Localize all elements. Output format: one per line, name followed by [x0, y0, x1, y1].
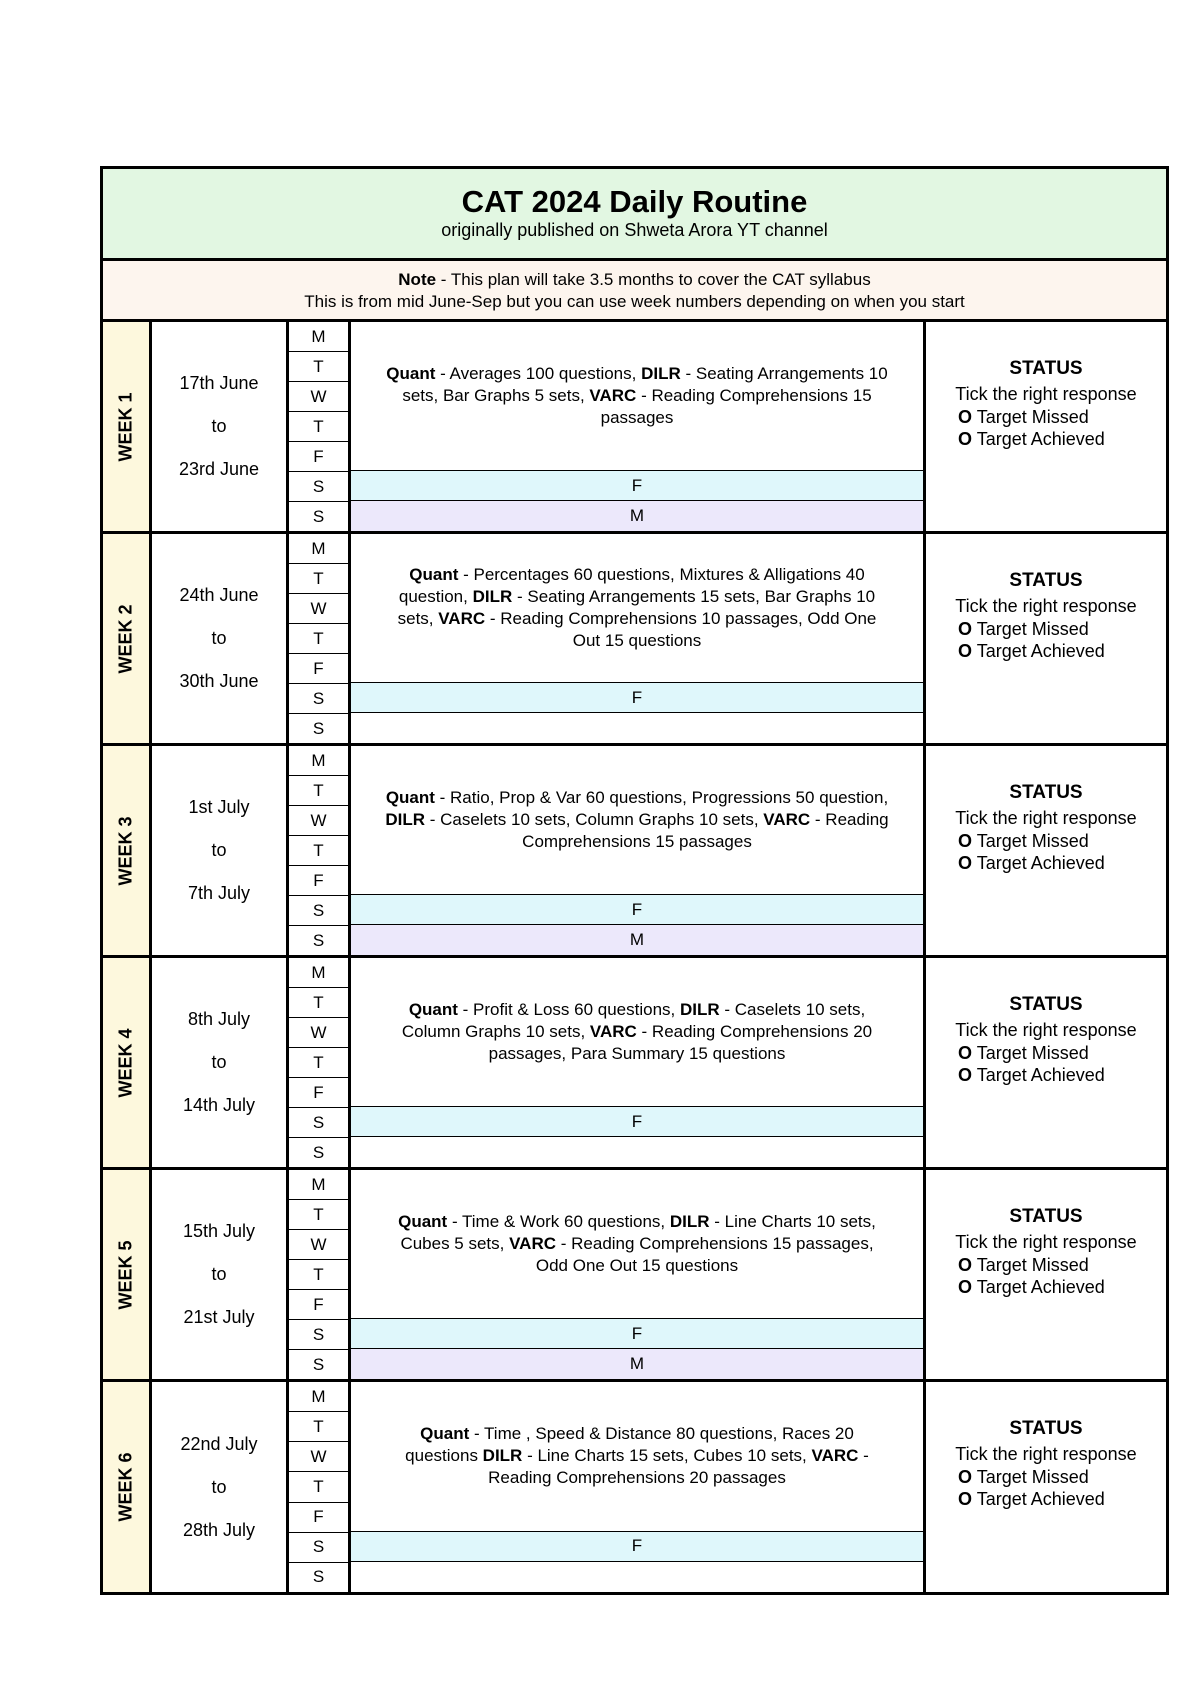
- status-cell: [926, 1170, 1166, 1379]
- section-label: DILR: [385, 809, 426, 829]
- plan-text: [385, 564, 889, 652]
- date-end: 23rd June: [178, 459, 260, 479]
- section-label: VARC: [763, 809, 811, 829]
- sunday-cell: [351, 1137, 923, 1167]
- note-label: Note: [398, 270, 437, 289]
- day-letter: M: [289, 534, 348, 564]
- status-instruction: Tick the right response: [955, 596, 1137, 616]
- saturday-cell: F: [351, 683, 923, 714]
- day-letter: T: [289, 624, 348, 654]
- day-letter: T: [289, 352, 348, 382]
- radio-marker[interactable]: O: [958, 1043, 973, 1063]
- day-letter: M: [289, 322, 348, 352]
- day-letter: S: [289, 1320, 348, 1350]
- section-label: DILR: [482, 1446, 523, 1466]
- radio-marker[interactable]: O: [958, 619, 973, 639]
- date-start: 8th July: [187, 1009, 251, 1029]
- option-label: Target Achieved: [972, 641, 1105, 661]
- radio-marker[interactable]: O: [958, 831, 973, 851]
- plan-detail: - Averages 100 questions,: [435, 363, 642, 383]
- status-options: [926, 1254, 1105, 1298]
- plan-detail: - Reading Comprehensions 15 passages: [522, 809, 889, 851]
- status-options: [926, 406, 1105, 450]
- section-label: DILR: [679, 999, 720, 1019]
- plan-detail: - Reading Comprehensions 20 passages: [488, 1446, 869, 1488]
- option-label: Target Achieved: [972, 1065, 1105, 1085]
- date-start: 17th June: [179, 373, 259, 393]
- week-label: WEEK 2: [115, 603, 136, 674]
- radio-marker[interactable]: O: [958, 1255, 973, 1275]
- day-letter: F: [289, 866, 348, 896]
- plan-detail: - Caselets 10 sets, Column Graphs 10 sets,: [401, 999, 866, 1041]
- section-label: DILR: [669, 1211, 710, 1231]
- date-end: 28th July: [182, 1519, 256, 1540]
- saturday-cell: F: [351, 1107, 923, 1138]
- day-letter: M: [289, 958, 348, 988]
- plan-detail: - Line Charts 15 sets, Cubes 10 sets,: [522, 1446, 812, 1466]
- day-letter: F: [289, 442, 348, 472]
- radio-marker[interactable]: O: [958, 1065, 973, 1085]
- section-label: Quant: [386, 363, 436, 383]
- week-row: [103, 958, 1166, 1170]
- target-missed-option[interactable]: [958, 1254, 1105, 1276]
- plan-text-cell: [351, 1170, 923, 1319]
- status-cell: [926, 534, 1166, 743]
- option-label: Target Achieved: [972, 1277, 1105, 1297]
- target-missed-option[interactable]: [958, 1042, 1105, 1064]
- day-letter: S: [312, 930, 325, 950]
- day-letter: F: [289, 654, 348, 684]
- week-row: [103, 1382, 1166, 1592]
- date-end: 7th July: [187, 883, 251, 903]
- saturday-cell: F: [351, 1319, 923, 1350]
- header: [103, 169, 1166, 261]
- note-text-1: - This plan will take 3.5 months to cover the CAT syllabus: [436, 270, 871, 289]
- target-achieved-option[interactable]: [958, 640, 1105, 662]
- day-letter: T: [289, 776, 348, 806]
- status-instruction: Tick the right response: [955, 808, 1137, 828]
- day-letter: S: [312, 1142, 325, 1162]
- week-label-cell: [103, 322, 152, 531]
- date-start: 24th June: [179, 585, 259, 605]
- status-options: [926, 618, 1105, 662]
- section-label: VARC: [509, 1233, 557, 1253]
- day-letter: W: [289, 1018, 348, 1048]
- radio-marker[interactable]: O: [958, 641, 973, 661]
- day-letter: W: [289, 594, 348, 624]
- day-letter: T: [289, 412, 348, 442]
- radio-marker[interactable]: O: [958, 1277, 973, 1297]
- day-letter: T: [289, 1200, 348, 1230]
- day-letter: S: [289, 1108, 348, 1138]
- week-row: [103, 746, 1166, 958]
- status-cell: [926, 322, 1166, 531]
- plan-detail: - Line Charts 10 sets, Cubes 5 sets,: [400, 1211, 876, 1253]
- target-missed-option[interactable]: [958, 406, 1105, 428]
- weeks-container: [103, 322, 1166, 1592]
- status-instruction: Tick the right response: [955, 384, 1137, 404]
- radio-marker[interactable]: O: [958, 1489, 973, 1509]
- section-label: Quant: [409, 564, 459, 584]
- option-label: Target Missed: [972, 1467, 1089, 1487]
- day-column: [289, 1382, 351, 1592]
- option-label: Target Missed: [972, 619, 1089, 639]
- option-label: Target Achieved: [972, 853, 1105, 873]
- status-title: STATUS: [1009, 1418, 1083, 1439]
- day-letter: W: [289, 806, 348, 836]
- page-title: CAT 2024 Daily Routine: [461, 184, 808, 219]
- plan-detail: - Seating Arrangements 10 sets, Bar Graphs 5 sets,: [402, 363, 888, 405]
- week-label: WEEK 5: [115, 1239, 136, 1310]
- day-letter: F: [289, 1078, 348, 1108]
- week-plan: [351, 1382, 926, 1592]
- target-missed-option[interactable]: [958, 1466, 1105, 1488]
- date-to: to: [211, 416, 227, 436]
- section-label: DILR: [472, 586, 513, 606]
- date-to: to: [211, 840, 227, 860]
- saturday-cell: F: [351, 1532, 923, 1563]
- day-letter: S: [312, 1567, 325, 1587]
- day-column: [289, 958, 351, 1167]
- date-end: 21st July: [183, 1307, 255, 1327]
- status-title: STATUS: [1009, 994, 1083, 1015]
- section-label: Quant: [385, 787, 435, 807]
- radio-marker[interactable]: O: [958, 853, 973, 873]
- day-letter: S: [289, 1533, 348, 1563]
- note-line-2: This is from mid June-Sep but you can use week numbers depending on when you start: [304, 292, 965, 311]
- plan-detail: - Reading Comprehensions 15 passages: [600, 385, 872, 427]
- day-letter: M: [289, 746, 348, 776]
- target-achieved-option[interactable]: [958, 428, 1105, 450]
- week-plan: [351, 534, 926, 743]
- week-row: [103, 322, 1166, 534]
- page-subtitle: originally published on Shweta Arora YT channel: [441, 220, 828, 240]
- radio-marker[interactable]: O: [958, 1467, 973, 1487]
- section-label: VARC: [589, 385, 637, 405]
- day-letter: T: [289, 836, 348, 866]
- status-instruction: Tick the right response: [955, 1444, 1137, 1464]
- week-plan: [351, 958, 926, 1167]
- sunday-cell: [351, 713, 923, 743]
- sunday-cell: M: [351, 1349, 923, 1379]
- week-plan: [351, 1170, 926, 1379]
- section-label: Quant: [420, 1424, 470, 1444]
- plan-text-cell: [351, 1382, 923, 1532]
- plan-detail: - Time , Speed & Distance 80 questions, Races 20 questions: [405, 1424, 854, 1466]
- plan-text: [385, 787, 889, 853]
- week-label: WEEK 4: [115, 1027, 136, 1098]
- plan-text: [385, 363, 889, 429]
- date-to: to: [211, 1476, 227, 1497]
- saturday-cell: F: [351, 471, 923, 502]
- day-letter: S: [312, 1354, 325, 1374]
- note-banner: [103, 261, 1166, 322]
- target-achieved-option[interactable]: [958, 1276, 1105, 1298]
- status-title: STATUS: [1009, 782, 1083, 803]
- option-label: Target Missed: [972, 1043, 1089, 1063]
- status-title: STATUS: [1009, 1206, 1083, 1227]
- week-label: WEEK 6: [115, 1452, 136, 1522]
- status-options: [926, 1042, 1105, 1086]
- date-to: to: [211, 1264, 227, 1284]
- target-achieved-option[interactable]: [958, 852, 1105, 874]
- week-label-cell: [103, 534, 152, 743]
- week-plan: [351, 746, 926, 955]
- day-letter: F: [289, 1290, 348, 1320]
- status-options: [926, 830, 1105, 874]
- date-to: to: [211, 628, 227, 648]
- day-letter: T: [289, 1048, 348, 1078]
- week-row: [103, 534, 1166, 746]
- week-row: [103, 1170, 1166, 1382]
- day-letter: S: [289, 472, 348, 502]
- sunday-cell: [351, 1562, 923, 1592]
- status-title: STATUS: [1009, 358, 1083, 379]
- option-label: Target Missed: [972, 1255, 1089, 1275]
- day-column: [289, 1170, 351, 1379]
- saturday-cell: F: [351, 895, 923, 926]
- section-label: Quant: [408, 999, 458, 1019]
- section-label: VARC: [589, 1021, 637, 1041]
- status-instruction: Tick the right response: [955, 1232, 1137, 1252]
- day-column: [289, 322, 351, 531]
- day-letter: M: [289, 1170, 348, 1200]
- plan-text-cell: [351, 746, 923, 895]
- plan-detail: - Seating Arrangements 15 sets, Bar Graphs 10 sets,: [397, 586, 876, 628]
- day-letter: S: [289, 684, 348, 714]
- plan-detail: - Ratio, Prop & Var 60 questions, Progressions 50 question,: [434, 787, 889, 807]
- week-label: WEEK 3: [115, 815, 136, 886]
- week-dates: [152, 1170, 289, 1379]
- plan-detail: - Reading Comprehensions 10 passages, Odd One Out 15 questions: [485, 608, 877, 650]
- target-achieved-option[interactable]: [958, 1064, 1105, 1086]
- day-letter: S: [289, 896, 348, 926]
- plan-text: [385, 999, 889, 1065]
- day-letter: T: [289, 1412, 348, 1442]
- section-label: DILR: [641, 363, 681, 383]
- target-achieved-option[interactable]: [958, 1488, 1105, 1510]
- target-missed-option[interactable]: [958, 830, 1105, 852]
- week-label-cell: [103, 746, 152, 955]
- section-label: VARC: [438, 608, 486, 628]
- plan-detail: - Percentages 60 questions, Mixtures & Alligations 40 question,: [398, 564, 865, 606]
- day-letter: W: [289, 1442, 348, 1472]
- status-instruction: Tick the right response: [955, 1020, 1137, 1040]
- week-label: WEEK 1: [115, 391, 136, 462]
- plan-text: [385, 1211, 889, 1277]
- date-to: to: [211, 1052, 227, 1072]
- sunday-cell: M: [351, 925, 923, 955]
- target-missed-option[interactable]: [958, 618, 1105, 640]
- option-label: Target Achieved: [972, 429, 1105, 449]
- day-column: [289, 534, 351, 743]
- plan-text-cell: [351, 534, 923, 683]
- section-label: Quant: [398, 1211, 448, 1231]
- section-label: VARC: [811, 1446, 859, 1466]
- date-start: 22nd July: [180, 1433, 258, 1454]
- day-letter: M: [289, 1382, 348, 1412]
- week-label-cell: [103, 958, 152, 1167]
- week-label-cell: [103, 1170, 152, 1379]
- day-letter: F: [289, 1503, 348, 1533]
- status-cell: [926, 958, 1166, 1167]
- day-letter: S: [312, 718, 325, 738]
- sunday-cell: M: [351, 501, 923, 531]
- day-column: [289, 746, 351, 955]
- week-dates: [152, 1382, 289, 1592]
- date-end: 30th June: [179, 671, 259, 691]
- week-plan: [351, 322, 926, 531]
- plan-detail: - Reading Comprehensions 15 passages, Odd One Out 15 questions: [535, 1233, 874, 1275]
- plan-detail: - Caselets 10 sets, Column Graphs 10 sets,: [425, 809, 764, 829]
- note-line-1: [103, 269, 1166, 291]
- day-letter: T: [289, 1260, 348, 1290]
- day-letter: T: [289, 1472, 348, 1502]
- status-cell: [926, 1382, 1166, 1592]
- date-start: 15th July: [182, 1221, 256, 1241]
- plan-detail: - Time & Work 60 questions,: [447, 1211, 670, 1231]
- radio-marker[interactable]: O: [958, 429, 973, 449]
- plan-detail: - Profit & Loss 60 questions,: [457, 999, 680, 1019]
- status-cell: [926, 746, 1166, 955]
- plan-text-cell: [351, 322, 923, 471]
- week-dates: [152, 746, 289, 955]
- week-dates: [152, 534, 289, 743]
- day-letter: T: [289, 564, 348, 594]
- plan-text-cell: [351, 958, 923, 1107]
- week-label-cell: [103, 1382, 152, 1592]
- day-letter: S: [312, 506, 325, 526]
- day-letter: W: [289, 1230, 348, 1260]
- date-end: 14th July: [182, 1095, 256, 1115]
- option-label: Target Achieved: [972, 1489, 1105, 1509]
- day-letter: T: [289, 988, 348, 1018]
- option-label: Target Missed: [972, 407, 1089, 427]
- date-start: 1st July: [188, 797, 250, 817]
- week-dates: [152, 958, 289, 1167]
- radio-marker[interactable]: O: [958, 407, 973, 427]
- routine-sheet: [100, 166, 1169, 1595]
- plan-text: [385, 1423, 889, 1489]
- plan-detail: - Reading Comprehensions 20 passages, Para Summary 15 questions: [488, 1021, 873, 1063]
- day-letter: W: [289, 382, 348, 412]
- week-dates: [152, 322, 289, 531]
- option-label: Target Missed: [972, 831, 1089, 851]
- status-title: STATUS: [1009, 570, 1083, 591]
- status-options: [926, 1466, 1105, 1510]
